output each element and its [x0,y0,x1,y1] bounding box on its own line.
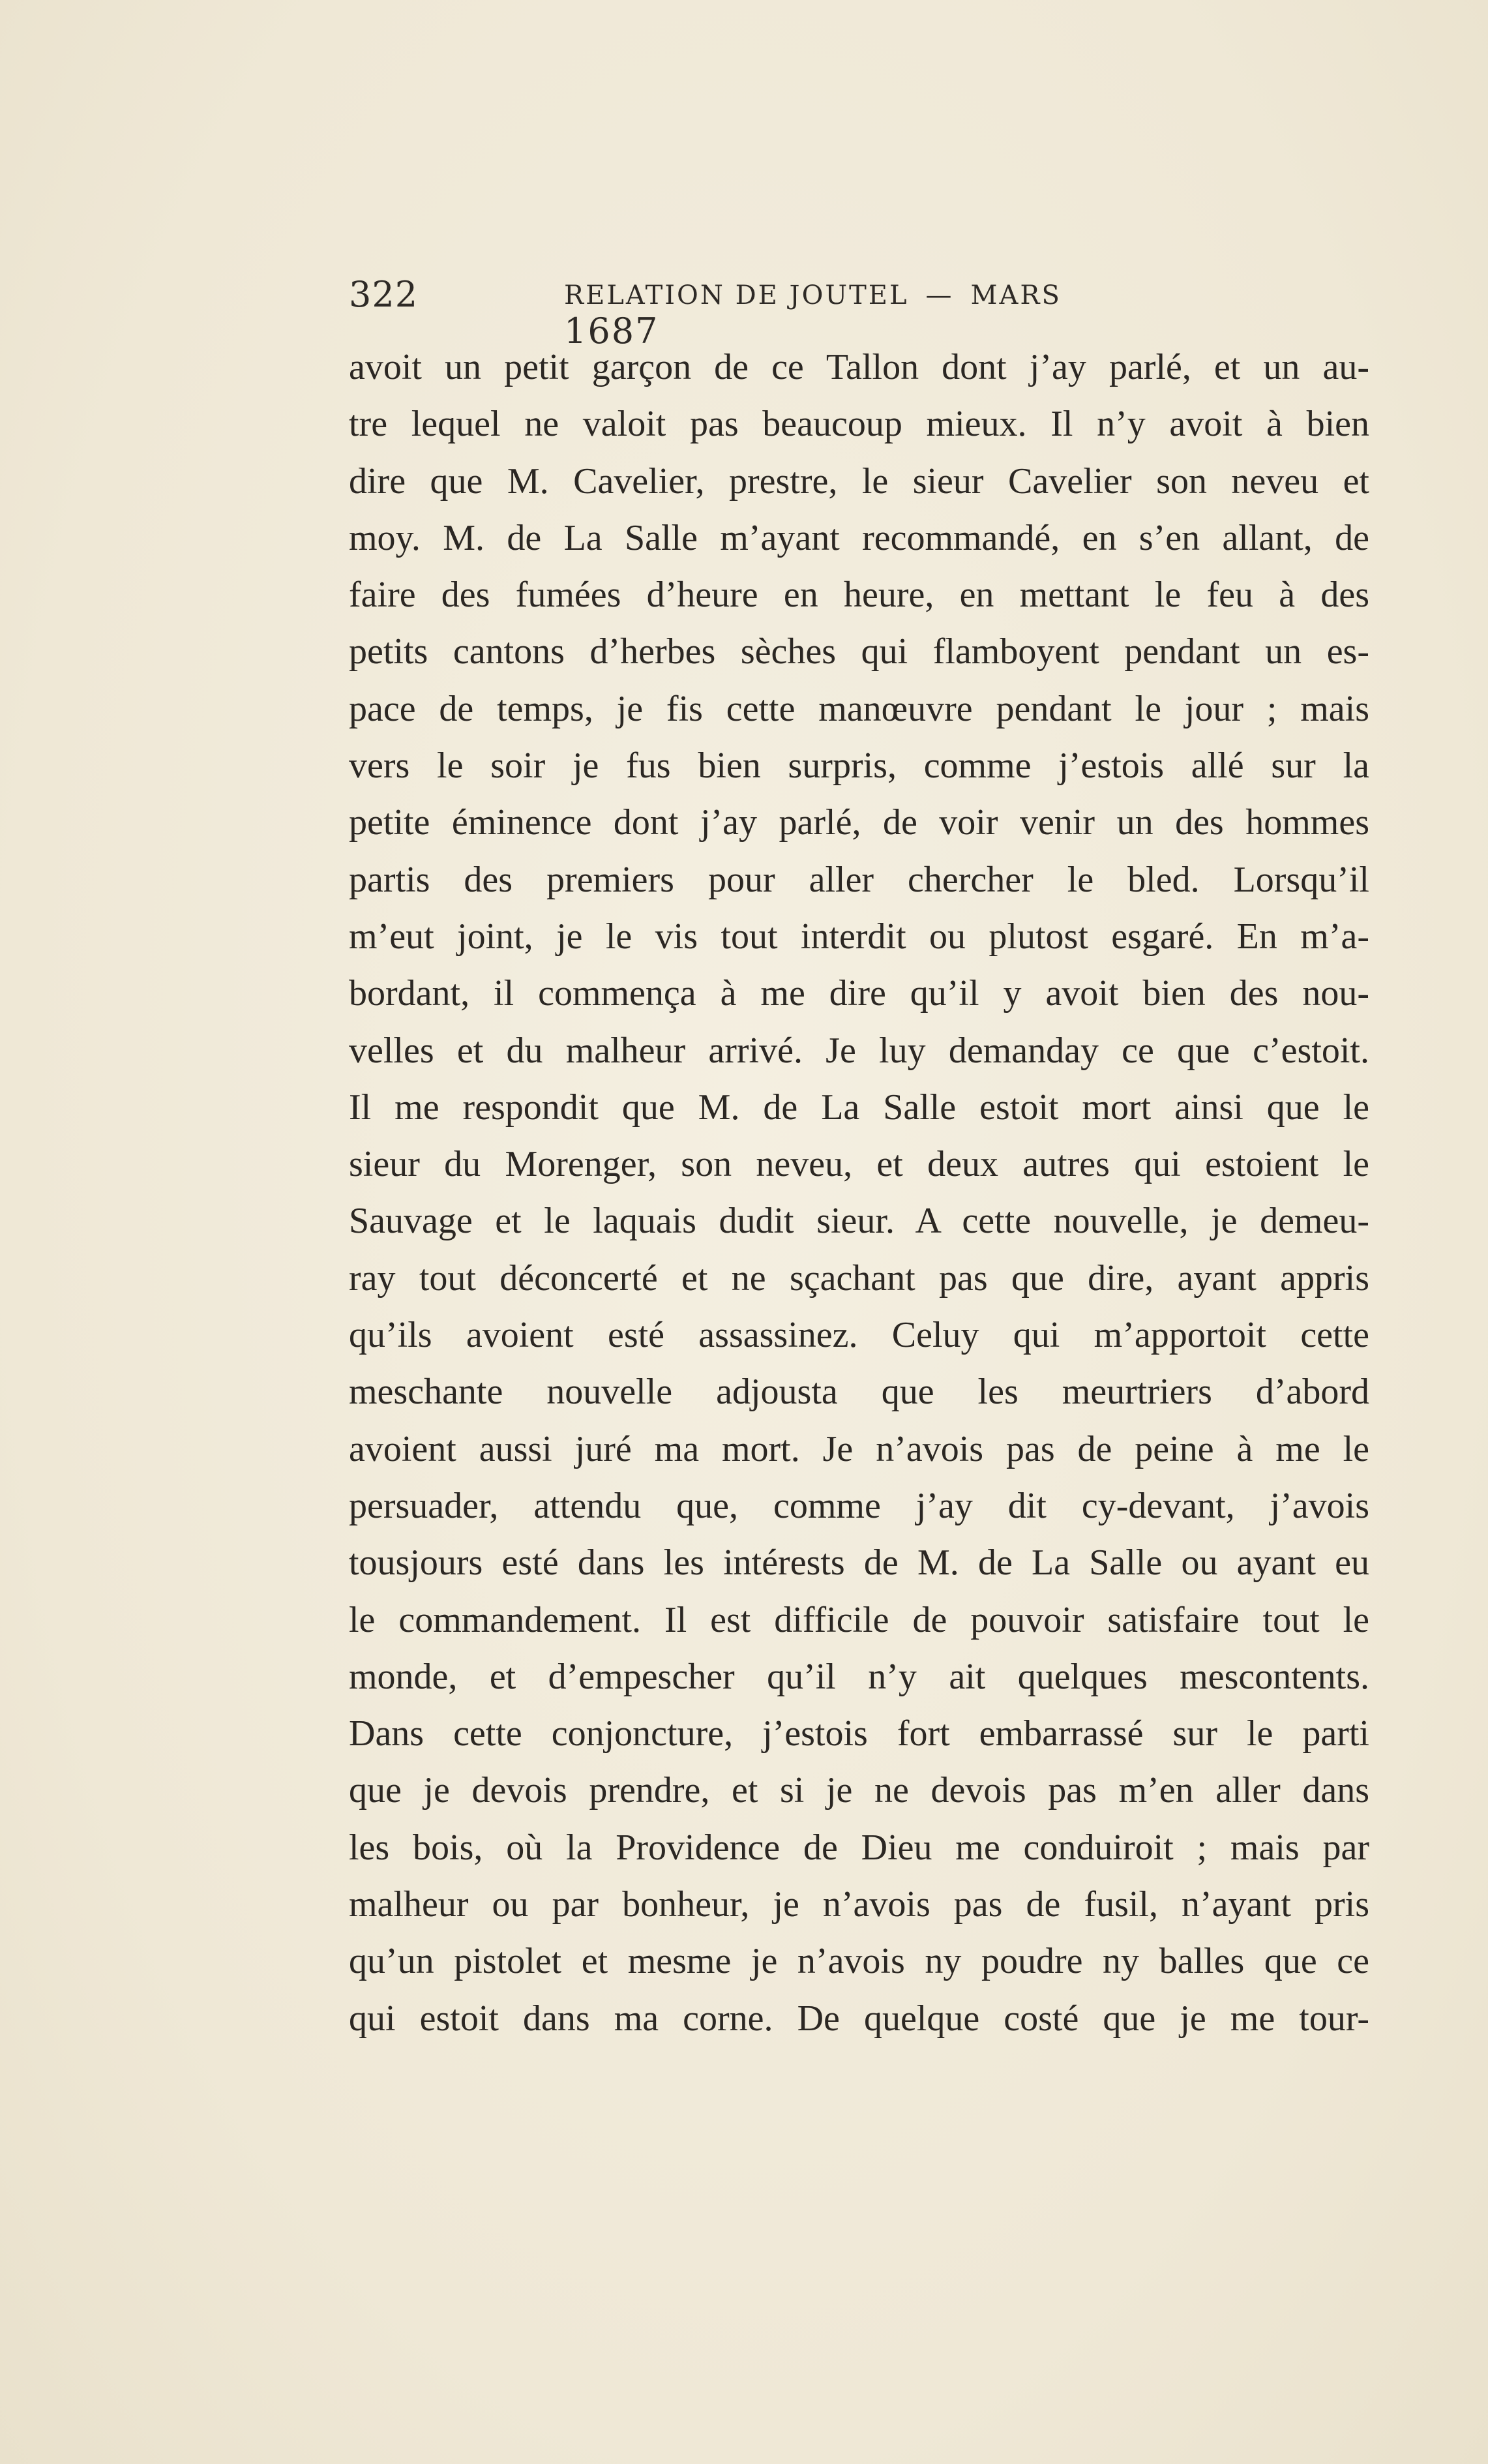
text-line: moy. M. de La Salle m’ayant recommandé, en s’en allant, de [349,517,1369,558]
text-line: sieur du Morenger, son neveu, et deux autres qui estoient le [349,1144,1369,1185]
text-line: ray tout déconcerté et ne sçachant pas que dire, ayant appris [349,1257,1369,1299]
text-line: qui estoit dans ma corne. De quelque costé que je me tour- [349,1998,1369,2039]
text-line: Dans cette conjoncture, j’estois fort embarrassé sur le parti [349,1713,1369,1754]
text-line: dire que M. Cavelier, prestre, le sieur Cavelier son neveu et [349,460,1369,502]
running-title-separator: — [925,280,954,310]
body-text [349,339,1369,2047]
text-line: que je devois prendre, et si je ne devois pas m’en aller dans [349,1770,1369,1811]
text-line: pace de temps, je fis cette manœuvre pendant le jour ; mais [349,688,1369,729]
running-title-year: 1687 [564,310,659,352]
text-line: petits cantons d’herbes sèches qui flamboyent pendant un es- [349,631,1369,672]
text-line: malheur ou par bonheur, je n’avois pas de fusil, n’ayant pris [349,1884,1369,1925]
text-line: velles et du malheur arrivé. Je luy demanday ce que c’estoit. [349,1030,1369,1071]
running-title-month: MARS [970,280,1062,310]
text-line: le commandement. Il est difficile de pouvoir satisfaire tout le [349,1599,1369,1640]
text-line: avoit un petit garçon de ce Tallon dont j’ay parlé, et un au- [349,347,1369,387]
text-line: qu’ils avoient esté assassinez. Celuy qui m’apportoit cette [349,1315,1369,1356]
text-line: vers le soir je fus bien surpris, comme j’estois allé sur la [349,745,1369,787]
text-line: qu’un pistolet et mesme je n’avois ny poudre ny balles que ce [349,1941,1369,1982]
text-line: tousjours esté dans les intérests de M. de La Salle ou ayant eu [349,1542,1369,1584]
text-line: les bois, où la Providence de Dieu me conduiroit ; mais par [349,1827,1369,1868]
text-line: persuader, attendu que, comme j’ay dit cy-devant, j’avois [349,1485,1369,1526]
text-line: faire des fumées d’heure en heure, en mettant le feu à des [349,575,1369,616]
text-line: meschante nouvelle adjousta que les meurtriers d’abord [349,1372,1369,1413]
text-line: petite éminence dont j’ay parlé, de voir venir un des hommes [349,802,1369,843]
running-title-text: RELATION DE JOUTEL [564,280,909,310]
text-line: avoient aussi juré ma mort. Je n’avois pas de peine à me le [349,1428,1369,1469]
text-line: Sauvage et le laquais dudit sieur. A cette nouvelle, je demeu- [349,1201,1369,1242]
text-line: m’eut joint, je le vis tout interdit ou plutost esgaré. En m’a- [349,916,1369,957]
text-line: monde, et d’empescher qu’il n’y ait quelques mescontents. [349,1656,1369,1697]
text-line: partis des premiers pour aller chercher le bled. Lorsqu’il [349,859,1369,900]
text-line: Il me respondit que M. de La Salle estoit mort ainsi que le [349,1087,1369,1128]
text-line: tre lequel ne valoit pas beaucoup mieux. Il n’y avoit à bien [349,404,1369,445]
text-line: bordant, il commença à me dire qu’il y avoit bien des nou- [349,973,1369,1014]
running-header [349,274,1154,352]
page-number: 322 [349,274,419,315]
